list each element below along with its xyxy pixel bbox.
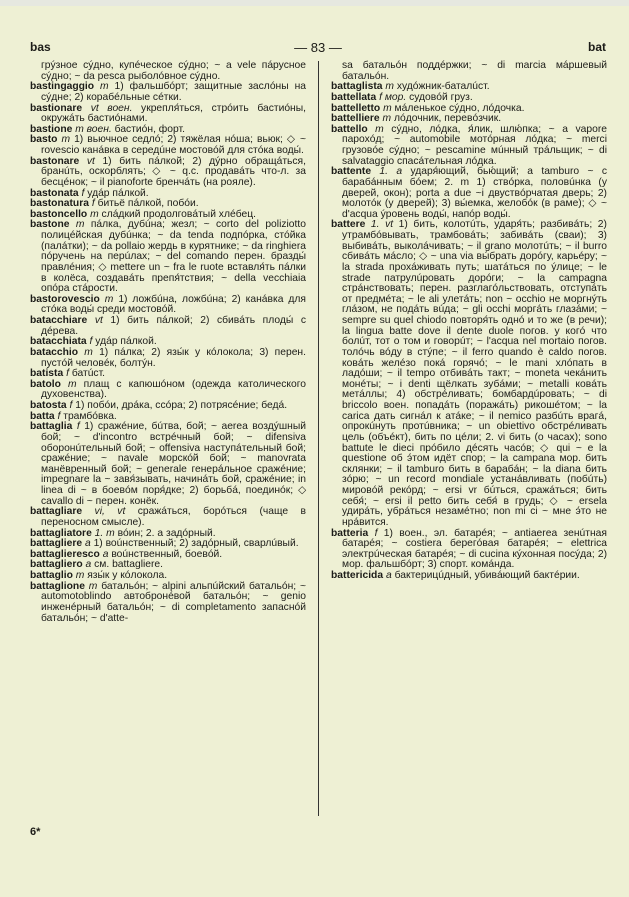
grammar-label: m воен. [75, 123, 112, 135]
grammar-label: m [75, 219, 85, 231]
definition: 1) пáлка; 2) язы́к у кóлокола; 3) перен. пустóй человéк, болтýн. [41, 346, 306, 369]
page-header [30, 40, 606, 54]
dictionary-entry [331, 220, 607, 528]
definition: сражáться, борóться (чаще в переносном смысле). [41, 506, 306, 528]
dictionary-entry [331, 571, 607, 582]
grammar-label: f [81, 187, 85, 199]
column-divider [318, 61, 319, 816]
grammar-label: m [383, 102, 392, 114]
headword: battente [331, 166, 372, 178]
headword: bastonata [30, 187, 79, 199]
grammar-label: a [85, 559, 92, 571]
grammar-label: f [69, 400, 73, 411]
definition: см. battagliere. [94, 559, 164, 571]
definition: 1) сражéние, бúтва, бой; ~ aerea воздýшный бой; ~ d'incontro встрéчный бой; ~ difensiva оборонúтельный бой; ~ offensiva наступáтельный бой; сражéние; ~ navale морскóй бой; ~ manovrata манёвренный бой; ~ generale генерáльное сражéние; impegnare la ~ завя́зывать, начинáть бой, сражéние; in linea di ~ в боевóм поря́дке; 2) борьбá, поединóк; ◇ cavallo di ~ перен. конёк. [41, 421, 306, 507]
headword: battaglia [30, 421, 73, 433]
dictionary-entry [30, 316, 306, 337]
definition: язы́к у кóлокола. [87, 570, 168, 581]
headword: batacchiata [30, 336, 87, 348]
grammar-label: f [91, 198, 95, 210]
headword: battericida [331, 570, 384, 581]
continuation-text: sa батальóн поддéржки; ~ di marcia мáршевый батальóн. [342, 60, 607, 82]
headword: bastorovescio [30, 293, 100, 305]
dictionary-entry [30, 82, 306, 103]
grammar-label: 1. m [94, 527, 115, 539]
definition: бактерицúдный, убивáющий бактéрии. [394, 570, 580, 581]
headword: battagliatore [30, 527, 92, 539]
headword: basto [30, 134, 58, 146]
grammar-label: m [90, 208, 99, 220]
grammar-label: m [61, 134, 71, 146]
definition: 1) побóи, дрáка, ссóра; 2) потрясéние; бедá. [75, 400, 288, 411]
headword: batacchiare [30, 315, 88, 326]
grammar-label: vt [94, 315, 103, 326]
definition: 1) вьючное седлó; 2) тяжёлая нóша; вьюк; ◇ ~ rovescio канáвка в середúне мостовóй для стóка воды́. [41, 134, 306, 156]
grammar-label: m [385, 81, 394, 93]
definition: сýдно, лóдка, я́лик, шлю́пка; ~ a vapore парохóд; ~ automobile мотóрная лóдка; ~ merci грузовóе сýдно; ~ pescamine мúнный трáльщик; ~ di salvataggio спасáтельная лóдка. [342, 123, 607, 167]
grammar-label: 1. a [379, 166, 403, 178]
grammar-label: m [100, 81, 109, 93]
definition: 1) фальшбóрт; защитные заслóны на сýдне; 2) корабéльные сéтки. [41, 81, 306, 103]
dictionary-entry [30, 157, 306, 189]
definition: 1) воúнственный; 2) задóрный, сварлúвый. [93, 538, 299, 550]
definition: пáлка, дубúна; жезл; ~ corto del poliziotto полицéйская дубúнка; ~ da tenda подпóрка, стóйка (палáтки); ~ da pollaio жердь в курятнике; ~ da ringhiera пóручень на перúлах; ~ del comando перен. бразды́ правлéния; ◇ mettere un ~ fra le ruote вставля́ть пáлки в колёса, создавáть препя́тствия; ~ della vecchiaia опóра стáрости. [41, 219, 306, 295]
dictionary-entry [30, 507, 306, 528]
right-column [331, 61, 607, 582]
headword: batta [30, 410, 55, 422]
definition: вóин; 2. a задóрный. [117, 527, 216, 539]
grammar-label: a [385, 570, 392, 581]
dictionary-entry [331, 125, 607, 168]
headword: battaglieresco [30, 548, 100, 560]
grammar-label: f [66, 368, 69, 380]
grammar-label: vi, vt [94, 506, 126, 518]
dictionary-entry [30, 422, 306, 507]
definition: 1) бить, колотúть, ударя́ть; разбивáть; 2) утрамбóвывать, трамбовáть; забивáть (сваи); 3) выбивáть, выколáчивать; ~ il grano молотúть; ~ il burro сбивáть мáсло; ◇ ~ una via вы́брать дорóгу, карьéру; ~ la strada прохáживать путь; шатáться по ýлице; ~ le strade патрулúровать дорóги; ~ la campagna стрáнствовать; перен. разглагóльствовать, отступáть от предмéта; ~ le ali улетáть; non ~ occhio не моргнýть глáзом, не подáть вúда; ~ gli occhi моргáть глазáми; ~ sempre su quel chiodo повторя́ть однó и то же (в речи); la lingua batte dove il dente duole погов. у когó что болúт, тот о том и говорúт; ~ l'acqua nel mortaio погов. толóчь вóду в стýпе; ~ il ferro quando è caldo погов. ковáть желéзо покá горячó; ~ le mani хлóпать в ладóши; ~ il tempo отбивáть такт; ~ moneta чекáнить монéты; ~ i denti щёлкать зубáми; ~ metalli ковáть метáллы; 4) обстрéливать; бомбардúровать; ~ di briccolo воен. попадáть (поражáть) рикошéтом; ~ la carica дать сигнáл к атáке; ~ il nemico разбúть врагá, опрокúнуть протúвника; ~ un obiettivo обстрéливать цель (объéкт), бить по цéли; 2. vi бить (о часах); sono battute le dieci прóбило дéсять часóв; ◇ qui ~ e la questione об э́том идёт спор; ~ la campana мор. бить склянки; ~ il tamburo бить в барабáн; ~ la diana бить зóрю; ~ un record mondiale устанáвливать (побúть) мировóй рекóрд; ~ ersi vr бúться, сражáться; бить себя́; ~ ersi il petto бить себя́ в грудь; ◇ ~ ersela удирáть, убрáться незамéтно; non mi ci ~ мне э́то не нрáвится. [342, 219, 607, 528]
headword: battello [331, 123, 368, 135]
headword: batteria [331, 527, 369, 539]
headword: bastonatura [30, 198, 89, 210]
headword: bastionare [30, 102, 83, 114]
grammar-label: m [104, 293, 114, 305]
grammar-label: f [57, 410, 61, 422]
dictionary-entry [30, 295, 306, 316]
definition: битьё пáлкой, побóи. [97, 198, 199, 210]
definition: бастиóн, форт. [114, 123, 185, 135]
headword: battagliare [30, 506, 83, 518]
definition: удáр пáлкой. [95, 336, 157, 348]
headword: battelletto [331, 102, 381, 114]
dictionary-entry [331, 529, 607, 572]
definition: батúст. [71, 368, 106, 380]
definition: плащ с капюшóном (одежда католического духовенства). [41, 378, 306, 401]
grammar-label: m [375, 123, 384, 135]
definition: лóдочник, перевóзчик. [393, 113, 502, 125]
definition: ударя́ющий, бью́щий; a tamburo ~ с барабáнным бóем; 2. m 1) ствóрка, половúнка (у дверей, окон); porta a due ~i двуствóрчатая дверь; 2) молотóк (у дверей); 3) вы́емка, желобóк (в раме); ◇ ~ d'acqua ýровень воды́, напóр воды́. [342, 166, 607, 220]
headword: bastone [30, 219, 70, 231]
definition: судовóй груз. [409, 91, 473, 103]
headword: battellata [331, 91, 377, 103]
definition: мáленькое сýдно, лóдочка. [394, 102, 525, 114]
headword: bastoncello [30, 208, 88, 220]
headword: battere [331, 219, 366, 231]
headword: batolo [30, 378, 61, 390]
dictionary-entry [30, 380, 306, 401]
definition: удáр пáлкой. [87, 187, 149, 199]
definition: трамбóвка. [63, 410, 117, 422]
grammar-label: vt [86, 155, 95, 167]
grammar-label: f мор. [379, 91, 407, 103]
headword: battagliere [30, 538, 83, 550]
grammar-label: m [88, 580, 98, 592]
grammar-label: m [67, 378, 77, 390]
definition: батальóн; ~ alpini альпúйский батальóн; ~ automotoblindo автобронéвой батальóн; ~ genio инженéрный батальóн; ~ di completamento запаснóй батальóн; ~ d'atte- [41, 580, 306, 624]
dictionary-entry [30, 582, 306, 625]
headword: bastingaggio [30, 81, 95, 93]
dictionary-entry [30, 135, 306, 156]
scan-top-edge [0, 0, 629, 6]
grammar-label: m [382, 113, 392, 125]
left-column [30, 61, 306, 624]
grammar-label: a [102, 548, 109, 560]
definition: воúнственный, боевóй. [111, 548, 223, 560]
grammar-label: vt воен. [90, 102, 133, 114]
headword: batista [30, 368, 64, 380]
headword: battaglista [331, 81, 383, 93]
page-number: — 83 — [294, 40, 342, 55]
grammar-label: f [374, 527, 378, 539]
headword: battelliere [331, 113, 380, 125]
definition: 1) ложбúна, ложбúна; 2) канáвка для стóка воды́ среди мостовóй. [41, 293, 306, 316]
grammar-label: m [84, 346, 93, 358]
right-guide-word: bat [588, 40, 606, 54]
signature-mark: 6* [30, 826, 41, 838]
definition: 1) бить пáлкой; 2) сбивáть плоды́ с дéрева. [41, 315, 306, 337]
dictionary-entry [331, 167, 607, 220]
headword: battaglio [30, 570, 73, 581]
definition: укрепля́ться, стрóить бастиóны, окружáть бастиóнами. [41, 102, 307, 125]
grammar-label: a [84, 538, 91, 550]
grammar-label: f [76, 421, 80, 433]
dictionary-entry [30, 220, 306, 294]
grammar-label: f [89, 336, 93, 348]
headword: batosta [30, 400, 67, 411]
headword: bastonare [30, 155, 80, 167]
headword: battaglione [30, 580, 85, 592]
definition: 1) воен., эл. батарéя; ~ antiaerea зенúтная батарéя; ~ costiera берегóвая батарéя; ~ elettrica электрúческая батарéя; ~ di cucina кýхонная посýда; 2) мор. фальшбóрт; 3) спорт. комáнда. [342, 527, 607, 571]
left-guide-word: bas [30, 40, 51, 54]
definition: худóжник-баталúст. [396, 81, 490, 93]
headword: batacchio [30, 346, 79, 358]
grammar-label: 1. vt [370, 219, 394, 231]
headword: bastione [30, 123, 73, 135]
grammar-label: m [75, 570, 85, 581]
definition: слáдкий продолговáтый хлéбец. [101, 208, 256, 220]
definition: 1) бить пáлкой; 2) дýрно обращáться, бранúть, оскорблять; ◇ ~ q.c. продавáть что-л. за бесцéнок; ~ il pianoforte бренчáть (на рояле). [41, 155, 306, 188]
continuation-text: грýзное сýдно, купéческое сýдно; ~ a vele пáрусное сýдно; ~ da pesca рыболóвное сýдно. [41, 60, 306, 82]
dictionary-entry [30, 104, 306, 125]
headword: battagliero [30, 559, 83, 571]
dictionary-entry [30, 348, 306, 369]
